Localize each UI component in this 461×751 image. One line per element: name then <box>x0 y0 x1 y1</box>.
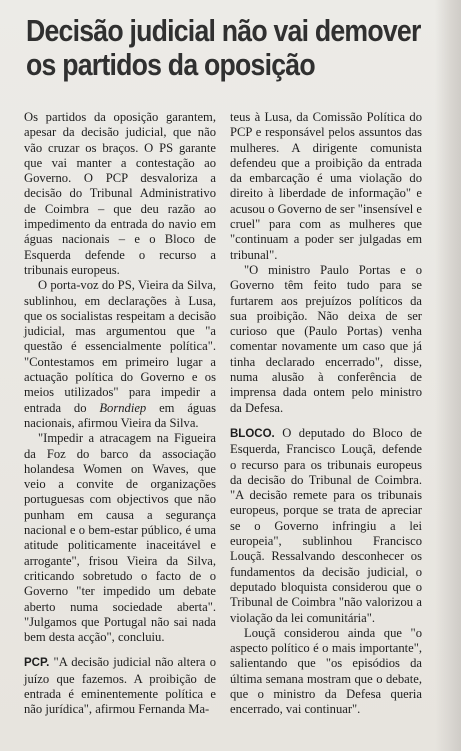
paragraph-text: "Impedir a atracagem na Figueira da Foz do barco da associação holandesa Women on Waves, que veio a convite de organizações portuguesas com objectivos que não punham em causa a segurança nacional e o bem-estar público, é uma atitude politicamente inaceitável e arrogante", frisou Vieira da Silva, criticando sobretudo o facto de o Governo "ter impedido um debate aberto numa sociedade aberta". "Julgamos que Portugal não sai nada bem desta acção", concluiu. <box>24 431 216 645</box>
section-paragraph <box>24 655 216 717</box>
headline-line: os partidos da oposição <box>26 47 315 82</box>
paragraph-text: Os partidos da oposição garantem, apesar da decisão judicial, que não vão cruzar os braços. O PS garante que vai manter a contestação ao Governo. O PCP desvaloriza a decisão do Tribunal Administrativo de Coimbra – que deu razão ao impedimento da entrada do navio em águas nacionais – e o Bloco de Esquerda defende o recurso a tribunais europeus. <box>24 110 216 277</box>
page-edge-shadow <box>435 0 461 751</box>
headline <box>26 13 421 82</box>
paragraph-text: Louçã considerou ainda que "o aspecto político é o mais importante", salientando que "os episódios da última semana mostram que o debate, que o ministro da Defesa queria encerrado, vai continuar". <box>230 625 422 717</box>
paragraph <box>24 110 216 278</box>
paragraph <box>230 110 422 263</box>
paragraph <box>230 263 422 416</box>
section-kicker: PCP. <box>24 657 50 670</box>
paragraph-text: teus à Lusa, da Comissão Política do PCP e responsável pelos assuntos das mulheres. A dirigente comunista defendeu que a proibição da entrada da embarcação é uma violação do direito à liberdade de informação" e acusou o Governo de ser "insensível e cruel" para com as mulheres que "continuam a poder ser julgadas em tribunal". <box>230 110 422 262</box>
left-column <box>24 110 216 718</box>
paragraph-text: em águas nacionais, afirmou Vieira da Silva. <box>24 400 216 430</box>
paragraph <box>24 278 216 431</box>
paragraph-text: O porta-voz do PS, Vieira da Silva, sublinhou, em declarações à Lusa, que os socialistas respeitam a decisão judicial, mas argumentou que "a questão é essencialmente política". "Contestamos em primeiro lugar a actuação política do Governo e os meios utilizados" para impedir a entrada do <box>24 278 216 415</box>
section-paragraph <box>230 426 422 626</box>
paragraph-text: "A decisão judicial não altera o juízo que fazemos. A proibição de entrada é eminentemente política e não jurídica", afirmou Fernanda Ma- <box>24 655 216 717</box>
paragraph <box>24 431 216 645</box>
paragraph-text: O deputado do Bloco de Esquerda, Francisco Louçã, defende o recurso para os tribunais europeus da decisão do Tribunal de Coimbra. "A decisão remete para os tribunais europeus, porque se trata de apreciar se o Governo infringiu a lei europeia", sublinhou Francisco Louçã. Ressalvando desconhecer os fundamentos da decisão judicial, o deputado bloquista considerou que o Tribunal de Coimbra "não valorizou a violação da lei comunitária". <box>230 425 422 625</box>
paragraph <box>230 626 422 718</box>
ship-name: Borndiep <box>99 400 147 415</box>
paragraph-text: "O ministro Paulo Portas e o Governo têm feito tudo para se furtarem aos prejuízos políticos da sua proibição. Não deixa de ser curioso que (Paulo Portas) venha comentar novamente um caso que já tinha declarado encerrado", disse, numa alusão à conferência de imprensa dada ontem pelo ministro da Defesa. <box>230 262 422 415</box>
section-kicker: BLOCO. <box>230 427 275 440</box>
headline-line: Decisão judicial não vai demover <box>26 13 421 48</box>
right-column <box>230 110 422 718</box>
